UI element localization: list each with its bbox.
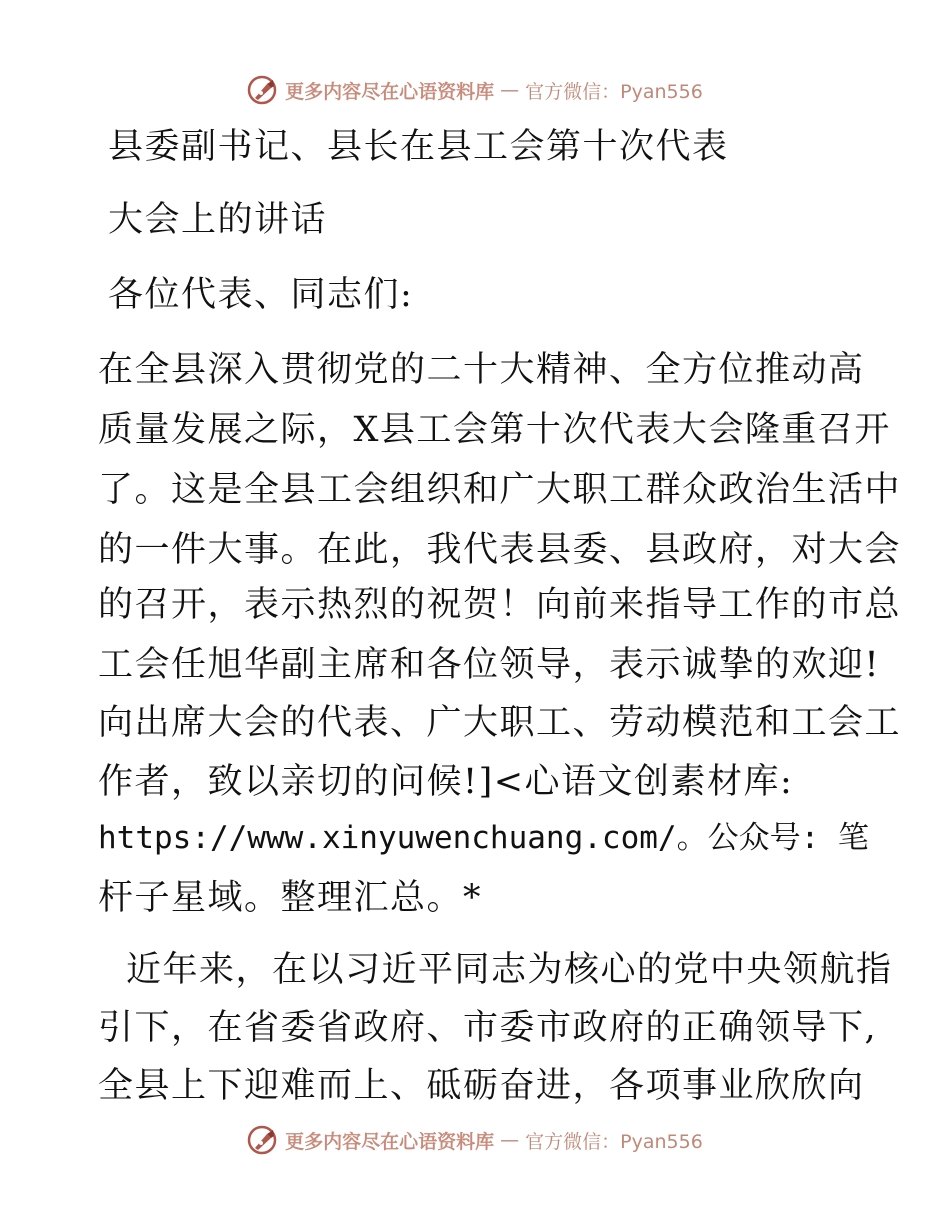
title-line-2: 大会上的讲话 bbox=[108, 200, 328, 240]
banner-text: 更多内容尽在心语资料库 bbox=[285, 1130, 495, 1153]
pen-nib-logo-icon bbox=[247, 1124, 279, 1156]
title-line-1: 县委副书记、县长在县工会第十次代表 bbox=[108, 127, 729, 167]
header-watermark bbox=[0, 70, 950, 110]
salutation: 各位代表、同志们: bbox=[108, 275, 414, 315]
paragraph-line: 作者，致以亲切的问候!]<心语文创素材库: bbox=[98, 762, 794, 802]
paragraph-line-url: https://www.xinyuwenchuang.com/。公众号: 笔 bbox=[98, 820, 869, 856]
paragraph-line: 的一件大事。在此，我代表县委、县政府，对大会 bbox=[98, 530, 902, 570]
banner-wechat: 官方微信：Pyan556 bbox=[525, 80, 703, 103]
paragraph-line: 在全县深入贯彻党的二十大精神、全方位推动高 bbox=[98, 350, 865, 390]
paragraph-line: 全县上下迎难而上、砥砺奋进，各项事业欣欣向 bbox=[98, 1066, 865, 1106]
banner-separator: — bbox=[500, 1129, 520, 1151]
banner-wechat: 官方微信：Pyan556 bbox=[525, 1130, 703, 1153]
paragraph-line: 近年来，在以习近平同志为核心的党中央领航指 bbox=[126, 950, 893, 990]
banner-text: 更多内容尽在心语资料库 bbox=[285, 80, 495, 103]
paragraph-line: 向出席大会的代表、广大职工、劳动模范和工会工 bbox=[98, 703, 902, 743]
paragraph-line: 了。这是全县工会组织和广大职工群众政治生活中 bbox=[98, 470, 902, 510]
paragraph-line: 引下，在省委省政府、市委市政府的正确领导下, bbox=[98, 1008, 878, 1048]
paragraph-line: 的召开，表示热烈的祝贺！向前来指导工作的市总 bbox=[98, 585, 902, 625]
paragraph-line: 工会任旭华副主席和各位领导，表示诚挚的欢迎! bbox=[98, 645, 881, 685]
paragraph-line: 质量发展之际，X县工会第十次代表大会隆重召开 bbox=[98, 410, 891, 450]
footer-watermark bbox=[0, 1120, 950, 1160]
paragraph-line: 杆子星域。整理汇总。* bbox=[98, 878, 483, 918]
banner-separator: — bbox=[500, 79, 520, 101]
pen-nib-logo-icon bbox=[247, 74, 279, 106]
